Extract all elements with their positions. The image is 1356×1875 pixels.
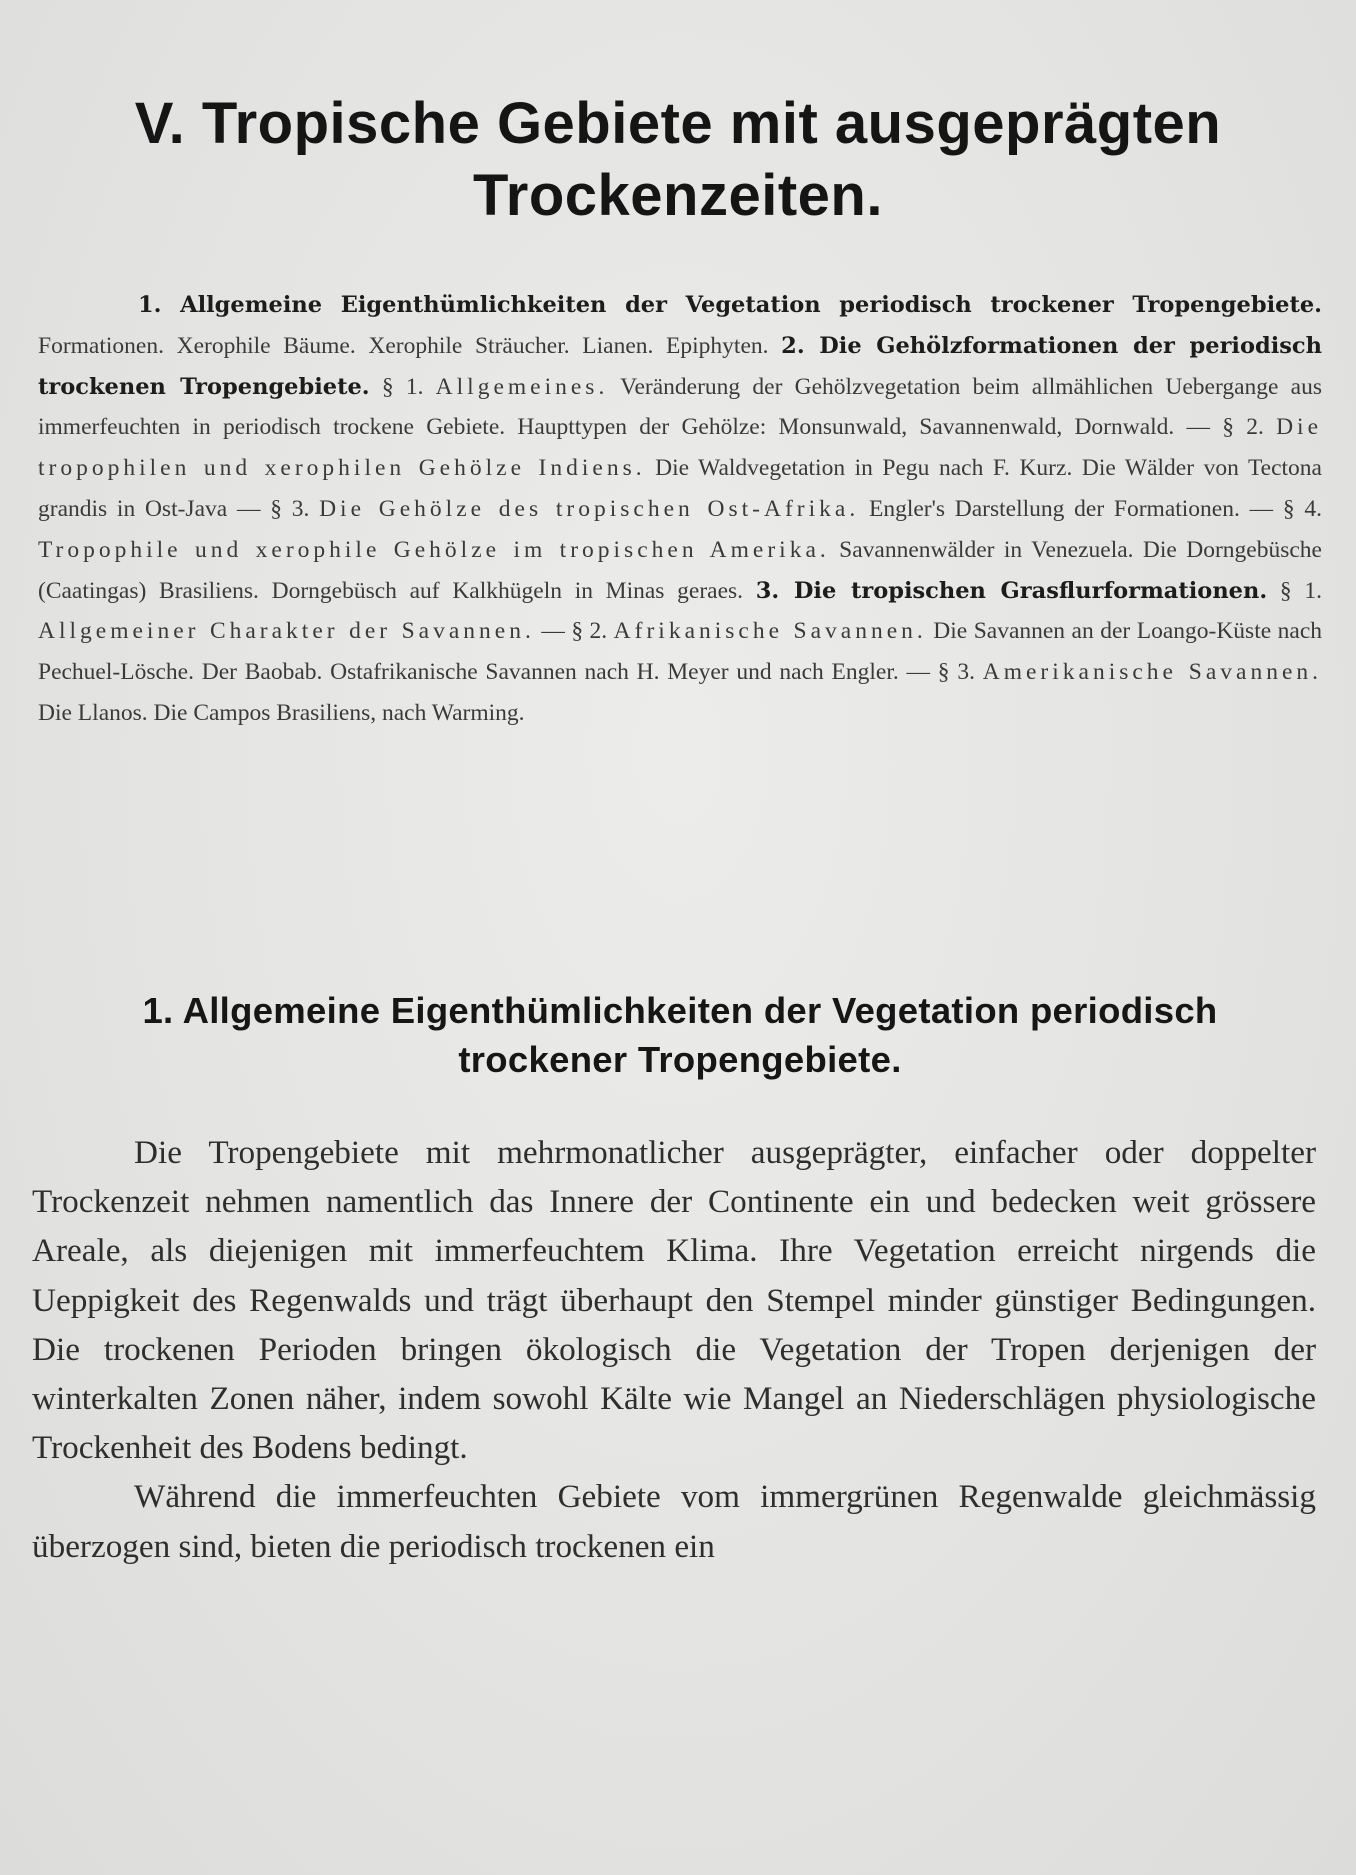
toc-section-3-text-3: Die Llanos. Die Campos Brasiliens, nach Warming. <box>38 699 525 726</box>
chapter-title-line-2: Trockenzeiten. <box>473 163 883 228</box>
section-heading <box>30 986 1330 1084</box>
body-paragraph-1: Die Tropengebiete mit mehrmonatlicher ausgeprägter, einfacher oder doppelter Trockenzeit nehmen namentlich das Innere der Continente ein und bedecken weit grössere Areale, als diejenigen mit immerfeuchtem Klima. Ihre Vegetation erreicht nirgends die Ueppigkeit des Regenwalds und trägt überhaupt den Stempel minder günstiger Bedingungen. Die trockenen Perioden bringen ökologisch die Vegetation der Tropen derjenigen der winterkalten Zonen näher, indem sowohl Kälte wie Mangel an Niederschlägen physiologische Trockenheit des Bodens bedingt. <box>32 1134 1316 1467</box>
toc-section-2-topic-2: Die tropophilen und xerophilen Gehölze Indiens. <box>38 414 1322 482</box>
toc-section-2-topic-4: Tropophile und xerophile Gehölze im tropischen Amerika. <box>38 536 830 563</box>
chapter-title-line-1: V. Tropische Gebiete mit ausgeprägten <box>134 91 1222 156</box>
toc-section-3-topic-2: Afrikanische Savannen. <box>613 618 927 645</box>
section-heading-line-2: trockener Tropengebiete. <box>458 1039 902 1080</box>
toc-section-1-text: Formationen. Xerophile Bäume. Xerophile Sträucher. Lianen. Epiphyten. <box>38 332 782 359</box>
toc-section-3-topic-1: Allgemeiner Charakter der Savannen. <box>38 618 535 645</box>
toc-section-2-heading: 2. Die Gehölzformationen der periodisch trockenen Tropengebiete. <box>38 332 1322 400</box>
toc-section-2-mark-1: § 1. <box>369 373 436 400</box>
toc-section-2-topic-1: Allgemeines. <box>435 373 609 400</box>
toc-section-3-text-1: — § 2. <box>534 618 614 645</box>
toc-section-3-text-2: Die Savannen an der Loango-Küste nach Pechuel-Lösche. Der Baobab. Ostafrikanische Savannen nach H. Meyer und nach Engler. — § 3. <box>38 618 1323 686</box>
toc-section-2-topic-3: Die Gehölze des tropischen Ost-Afrika. <box>319 495 860 522</box>
chapter-contents-summary <box>38 285 1322 734</box>
toc-section-3-heading: 3. Die tropischen Grasflurformationen. <box>755 577 1268 604</box>
toc-section-2-text-1: Veränderung der Gehölzvegetation beim allmählichen Uebergange aus immerfeuchten in periodisch trockene Gebiete. Haupttypen der Gehölze: Monsunwald, Savannenwald, Dornwald. — § 2. <box>38 373 1323 441</box>
section-heading-line-1: 1. Allgemeine Eigenthümlichkeiten der Vegetation periodisch <box>142 990 1218 1031</box>
toc-section-1-heading: 1. Allgemeine Eigenthümlichkeiten der Vegetation periodisch trockener Tropengebiete. <box>138 292 1322 318</box>
toc-section-3-mark-1: § 1. <box>1267 577 1322 604</box>
toc-section-2-text-3: Engler's Darstellung der Formationen. — § 4. <box>859 495 1322 522</box>
toc-section-2-text-4: Savannenwälder in Venezuela. Die Dorngebüsche (Caatingas) Brasiliens. Dorngebüsch auf Kalkhügeln in Minas geraes. <box>38 536 1322 604</box>
chapter-title <box>60 88 1296 232</box>
body-paragraph-2: Während die immerfeuchten Gebiete vom immergrünen Regenwalde gleichmässig überzogen sind, bieten die periodisch trockenen ein <box>32 1478 1316 1565</box>
toc-section-2-text-2: Die Waldvegetation in Pegu nach F. Kurz. Die Wälder von Tectona grandis in Ost-Java — § 3. <box>38 455 1322 522</box>
toc-section-3-topic-3: Amerikanische Savannen. <box>982 659 1322 686</box>
body-text <box>32 1128 1316 1571</box>
